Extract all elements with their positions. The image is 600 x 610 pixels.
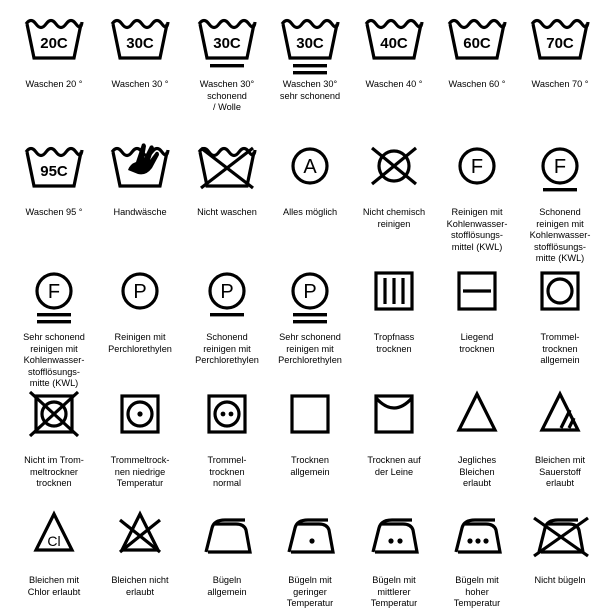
symbol-letter: F [470,156,484,178]
wash-70-icon [528,12,592,74]
caption-line: Kohlenwasser- [23,355,85,365]
caption-line: trocknen [542,343,578,354]
care-symbol-wash-40 [351,12,437,91]
caption-line: Perchlorethylen [108,343,172,354]
do-not-tumble-dry-icon [22,388,86,450]
care-symbol-drip-dry [351,265,437,355]
caption-line: Waschen 60 ° [448,79,506,89]
caption-line: Waschen 40 ° [365,79,423,89]
care-symbol-tumble-dry-low [97,388,183,490]
caption-line: mitte (KWL) [29,378,79,388]
caption-line: reinigen mit [536,218,584,229]
symbol-caption [267,575,353,610]
caption-line: stofflösungs- [534,241,586,252]
tumble-dry-low-icon [108,388,172,450]
bleach-any-icon [445,388,509,450]
caption-line: mittlerer [377,586,411,597]
dry-clean-p-icon [108,265,172,327]
dry-clean-f-very-gentle-icon [22,265,86,327]
caption-line: Liegend [460,332,494,342]
symbol-letter: F [553,156,567,178]
symbol-caption [97,332,183,355]
caption-line: reinigen mit [30,343,78,354]
line-dry-icon [362,388,426,450]
caption-line: trocknen [459,343,495,354]
care-symbol-tumble-dry [517,265,600,367]
care-symbol-line-dry [351,388,437,478]
symbol-caption [184,575,270,598]
caption-line: nen niedrige [114,466,166,477]
symbol-letter: F [47,281,61,303]
symbol-caption [97,207,183,219]
symbol-caption [97,455,183,490]
caption-line: Waschen 95 ° [25,207,83,217]
caption-line: hoher [465,586,489,597]
caption-line: Bügeln mit [372,575,416,585]
symbol-caption [184,207,270,219]
symbol-caption [517,207,600,265]
caption-line: Trocknen auf [367,455,421,465]
care-symbol-dry-clean-p-gentle [184,265,270,367]
caption-line: Bleichen [459,466,495,477]
bleach-oxygen-icon [528,388,592,450]
symbol-caption [351,207,437,230]
caption-line: stofflösungs- [28,366,80,377]
tub-temperature-label: 30C [213,35,241,52]
caption-line: Sauerstoff [539,466,581,477]
care-symbol-tumble-dry-normal [184,388,270,490]
symbol-caption [517,332,600,367]
care-symbol-do-not-tumble-dry [11,388,97,490]
care-symbol-wash-30 [97,12,183,91]
caption-line: / Wolle [213,102,241,112]
symbol-letter: P [220,281,234,303]
caption-line: Schonend [206,332,248,342]
wash-30-icon [108,12,172,74]
iron-medium-icon [362,508,426,570]
caption-line: meltrockner [30,466,78,477]
care-symbol-wash-30-very-gentle [267,12,353,102]
care-symbol-wash-30-gentle [184,12,270,114]
caption-line: Trommeltrock- [110,455,170,465]
care-symbol-bleach-oxygen [517,388,600,490]
caption-line: Waschen 30 ° [111,79,169,89]
care-symbol-wash-95 [11,140,97,219]
caption-line: stofflösungs- [451,230,503,240]
caption-line: Sehr schonend [279,332,341,342]
care-symbol-dry-clean-any [267,140,353,219]
do-not-wash-icon [195,140,259,202]
wash-40-icon [362,12,426,74]
tub-temperature-label: 30C [126,35,154,52]
caption-line: Waschen 70 ° [531,79,589,89]
symbol-caption [97,575,183,598]
caption-line: Temperatur [370,598,418,608]
care-symbol-wash-70 [517,12,600,91]
symbol-caption [11,79,97,91]
hand-wash-icon [108,140,172,202]
caption-line: Nicht chemisch [362,207,426,217]
caption-line: Nicht waschen [197,207,257,217]
caption-line: der Leine [374,466,414,477]
symbol-caption [11,575,97,598]
symbol-caption [11,455,97,490]
symbol-caption [351,575,437,610]
caption-line: Temperatur [116,478,164,488]
symbol-caption [517,575,600,587]
do-not-iron-icon [528,508,592,570]
tub-temperature-label: 30C [296,35,324,52]
do-not-bleach-icon [108,508,172,570]
dry-flat-icon [445,265,509,327]
caption-line: Waschen 30° [199,79,255,89]
caption-line: reinigen mit [286,343,334,354]
tumble-dry-normal-icon [195,388,259,450]
caption-line: Nicht bügeln [534,575,586,585]
caption-line: allgemein [207,586,247,597]
symbol-caption [517,455,600,490]
dry-clean-f-gentle-icon [528,140,592,202]
symbol-caption [184,455,270,490]
symbol-caption [267,79,353,102]
bleach-chlorine-icon [22,508,86,570]
caption-line: Alles möglich [282,207,338,217]
caption-line: mittel (KWL) [451,241,503,252]
tub-temperature-label: 70C [546,35,574,52]
caption-line: Trommel- [207,455,247,465]
care-symbol-do-not-dry-clean [351,140,437,230]
symbol-caption [11,332,97,390]
caption-line: reinigen mit [203,343,251,354]
care-symbol-do-not-bleach [97,508,183,598]
wash-20-icon [22,12,86,74]
tub-temperature-label: 60C [463,35,491,52]
caption-line: schonend [207,90,247,101]
caption-line: Temperatur [286,598,334,608]
care-symbol-dry-flat [434,265,520,355]
symbol-caption [351,332,437,355]
caption-line: erlaubt [545,478,575,488]
symbol-caption [351,79,437,91]
caption-line: reinigen [377,218,411,229]
caption-line: Tropfnass [373,332,415,342]
caption-line: erlaubt [462,478,492,488]
symbol-caption [434,332,520,355]
wash-60-icon [445,12,509,74]
care-symbol-do-not-iron [517,508,600,587]
symbol-caption [434,207,520,253]
caption-line: Reinigen mit [114,332,166,342]
symbol-caption [184,332,270,367]
wash-30-gentle-icon [195,12,259,74]
caption-line: Bleichen mit [534,455,586,465]
do-not-dry-clean-icon [362,140,426,202]
tub-temperature-label: 95C [40,163,68,180]
caption-line: Jegliches [457,455,497,465]
dry-clean-p-very-gentle-icon [278,265,342,327]
dry-clean-any-icon [278,140,342,202]
symbol-caption [184,79,270,114]
care-symbol-hand-wash [97,140,183,219]
care-symbol-bleach-any [434,388,520,490]
caption-line: Bügeln mit [455,575,499,585]
caption-line: Perchlorethylen [195,355,259,365]
care-symbol-iron-high [434,508,520,610]
caption-line: Kohlenwasser- [529,230,591,240]
care-symbol-wash-20 [11,12,97,91]
caption-line: trocknen [36,478,72,488]
caption-line: Waschen 30° [282,79,338,89]
symbol-caption [97,79,183,91]
caption-line: Nicht im Trom- [24,455,84,465]
caption-line: Sehr schonend [23,332,85,342]
care-symbol-dry-clean-f-very-gentle [11,265,97,390]
caption-line: Bleichen mit [28,575,80,585]
tub-temperature-label: 20C [40,35,68,52]
dry-clean-f-icon [445,140,509,202]
wash-95-icon [22,140,86,202]
wash-30-very-gentle-icon [278,12,342,74]
caption-line: allgemein [540,355,580,365]
dry-clean-p-gentle-icon [195,265,259,327]
symbol-letter: P [303,281,317,303]
care-symbol-do-not-wash [184,140,270,219]
care-symbol-iron-medium [351,508,437,610]
iron-high-icon [445,508,509,570]
caption-line: Trocknen [291,455,329,465]
caption-line: Bleichen nicht [111,575,169,585]
care-symbol-iron-low [267,508,353,610]
symbol-letter: A [303,156,317,178]
caption-line: erlaubt [125,586,155,597]
caption-line: normal [212,478,242,488]
symbol-caption [267,332,353,367]
symbol-caption [11,207,97,219]
symbol-caption [267,207,353,219]
care-symbol-wash-60 [434,12,520,91]
care-symbol-dry-clean-p-very-gentle [267,265,353,367]
symbol-caption [517,79,600,91]
caption-line: trocknen [209,466,245,477]
care-symbol-dry-clean-p [97,265,183,355]
tub-temperature-label: 40C [380,35,408,52]
symbol-letter: Cl [47,533,61,549]
symbol-caption [267,455,353,478]
caption-line: Bügeln [212,575,242,585]
caption-line: Kohlenwasser- [446,218,508,229]
drip-dry-icon [362,265,426,327]
symbol-caption [434,575,520,610]
care-symbol-bleach-chlorine [11,508,97,598]
caption-line: Temperatur [453,598,501,608]
symbol-letter: P [133,281,147,303]
caption-line: Chlor erlaubt [27,586,81,597]
caption-line: trocknen [376,343,412,354]
caption-line: Schonend [539,207,581,217]
caption-line: Trommel- [540,332,580,342]
caption-line: Bügeln mit [288,575,332,585]
care-symbol-iron [184,508,270,598]
care-symbol-dry-clean-f [434,140,520,253]
symbol-caption [434,79,520,91]
tumble-dry-icon [528,265,592,327]
caption-line: Handwäsche [113,207,167,217]
care-symbol-dry-general [267,388,353,478]
caption-line: Waschen 20 ° [25,79,83,89]
iron-low-icon [278,508,342,570]
caption-line: Reinigen mit [451,207,503,217]
caption-line: geringer [293,586,327,597]
caption-line: sehr schonend [279,90,341,101]
caption-line: allgemein [290,466,330,477]
symbol-caption [351,455,437,478]
caption-line: Perchlorethylen [278,355,342,365]
symbol-caption [434,455,520,490]
caption-line: mitte (KWL) [535,253,585,263]
care-symbol-dry-clean-f-gentle [517,140,600,265]
dry-general-icon [278,388,342,450]
iron-icon [195,508,259,570]
